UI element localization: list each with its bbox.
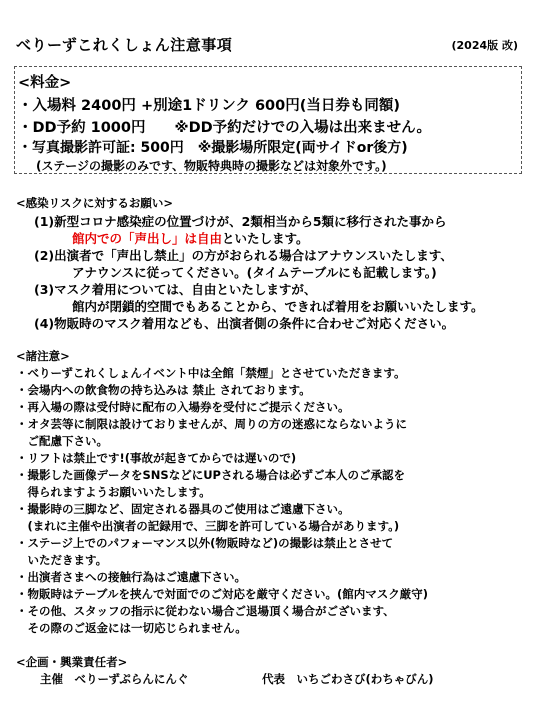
infection-item-3: (3)マスク着用については、自由といたしますが、: [34, 282, 317, 297]
infection-item-2: (2)出演者で「声出し禁止」の方がおられる場合はアナウンスいたします、: [34, 248, 453, 263]
notes-line: ・物販時はテーブルを挟んで対面でのご対応を厳守ください。(館内マスク厳守): [16, 587, 428, 601]
version-label: (2024版 改): [451, 39, 518, 52]
notes-line: ・その他、スタッフの指示に従わない場合ご退場頂く場合がございます、: [16, 604, 395, 618]
infection-item-3-cont: 館内が閉鎖的空間でもあることから、できれば着用をお願いいたします。: [72, 299, 484, 314]
voice-free-rest: といたします。: [222, 231, 309, 246]
notes-line: ・会場内への飲食物の持ち込みは 禁止 されております。: [16, 383, 311, 397]
pricing-item-dd: ・DD予約 1000円 ※DD予約だけでの入場は出来ません。: [18, 120, 432, 136]
notes-line: いただきます。: [16, 553, 108, 567]
voice-free-highlight: 館内での「声出し」は自由: [72, 231, 223, 246]
organizer-host: 主催 べりーずぷらんにんぐ: [40, 672, 189, 686]
pricing-item-entry: ・入場料 2400円 +別途1ドリンク 600円(当日券も同額): [18, 98, 400, 114]
notes-line: ・撮影した画像データをSNSなどにUPされる場合は必ずご本人のご承認を: [16, 468, 405, 482]
notes-line: ・出演者さまへの接触行為はご遠慮下さい。: [16, 570, 246, 584]
notes-line: ・撮影時の三脚など、固定される器具のご使用はご遠慮下さい。: [16, 502, 350, 516]
notes-line: (まれに主催や出演者の記録用で、三脚を許可している場合があります。): [16, 519, 400, 533]
notes-line: その際のご返金には一切応じられません。: [16, 621, 247, 635]
page-title: べりーずこれくしょん注意事項: [16, 36, 233, 54]
pricing-item-photo: ・写真撮影許可証: 500円 ※撮影場所限定(両サイドor後方): [18, 140, 408, 156]
notes-line: ご配慮下さい。: [16, 434, 108, 448]
infection-item-1-cont: [72, 229, 309, 247]
pricing-note: (ステージの撮影のみです、物販特典時の撮影などは対象外です。): [36, 159, 387, 173]
notes-line: 得られますようお願いいたします。: [16, 485, 211, 499]
notes-line: ・オタ芸等に制限は設けておりませんが、周りの方の迷惑にならないように: [16, 417, 407, 431]
notes-heading: <諸注意>: [16, 349, 70, 363]
pricing-heading: <料金>: [18, 75, 72, 91]
infection-item-4: (4)物販時のマスク着用なども、出演者側の条件に合わせご対応ください。: [34, 316, 455, 331]
organizer-representative: 代表 いちごわさび(わちゃびん): [262, 672, 434, 686]
infection-item-1: (1)新型コロナ感染症の位置づけが、2類相当から5類に移行された事から: [34, 214, 447, 229]
organizer-heading: <企画・興業責任者>: [16, 655, 128, 669]
infection-item-2-cont: アナウンスに従ってください。(タイムテーブルにも記載します。): [72, 265, 437, 280]
notes-line: ・べりーずこれくしょんイベント中は全館「禁煙」とさせていただきます。: [16, 366, 406, 380]
notes-line: ・ステージ上でのパフォーマンス以外(物販時など)の撮影は禁止とさせて: [16, 536, 394, 550]
notes-line: ・リフトは禁止です!(事故が起きてからでは遅いので): [16, 451, 297, 465]
notes-line: ・再入場の際は受付時に配布の入場券を受付にご提示ください。: [16, 400, 350, 414]
infection-heading: <感染リスクに対するお願い>: [16, 196, 174, 210]
